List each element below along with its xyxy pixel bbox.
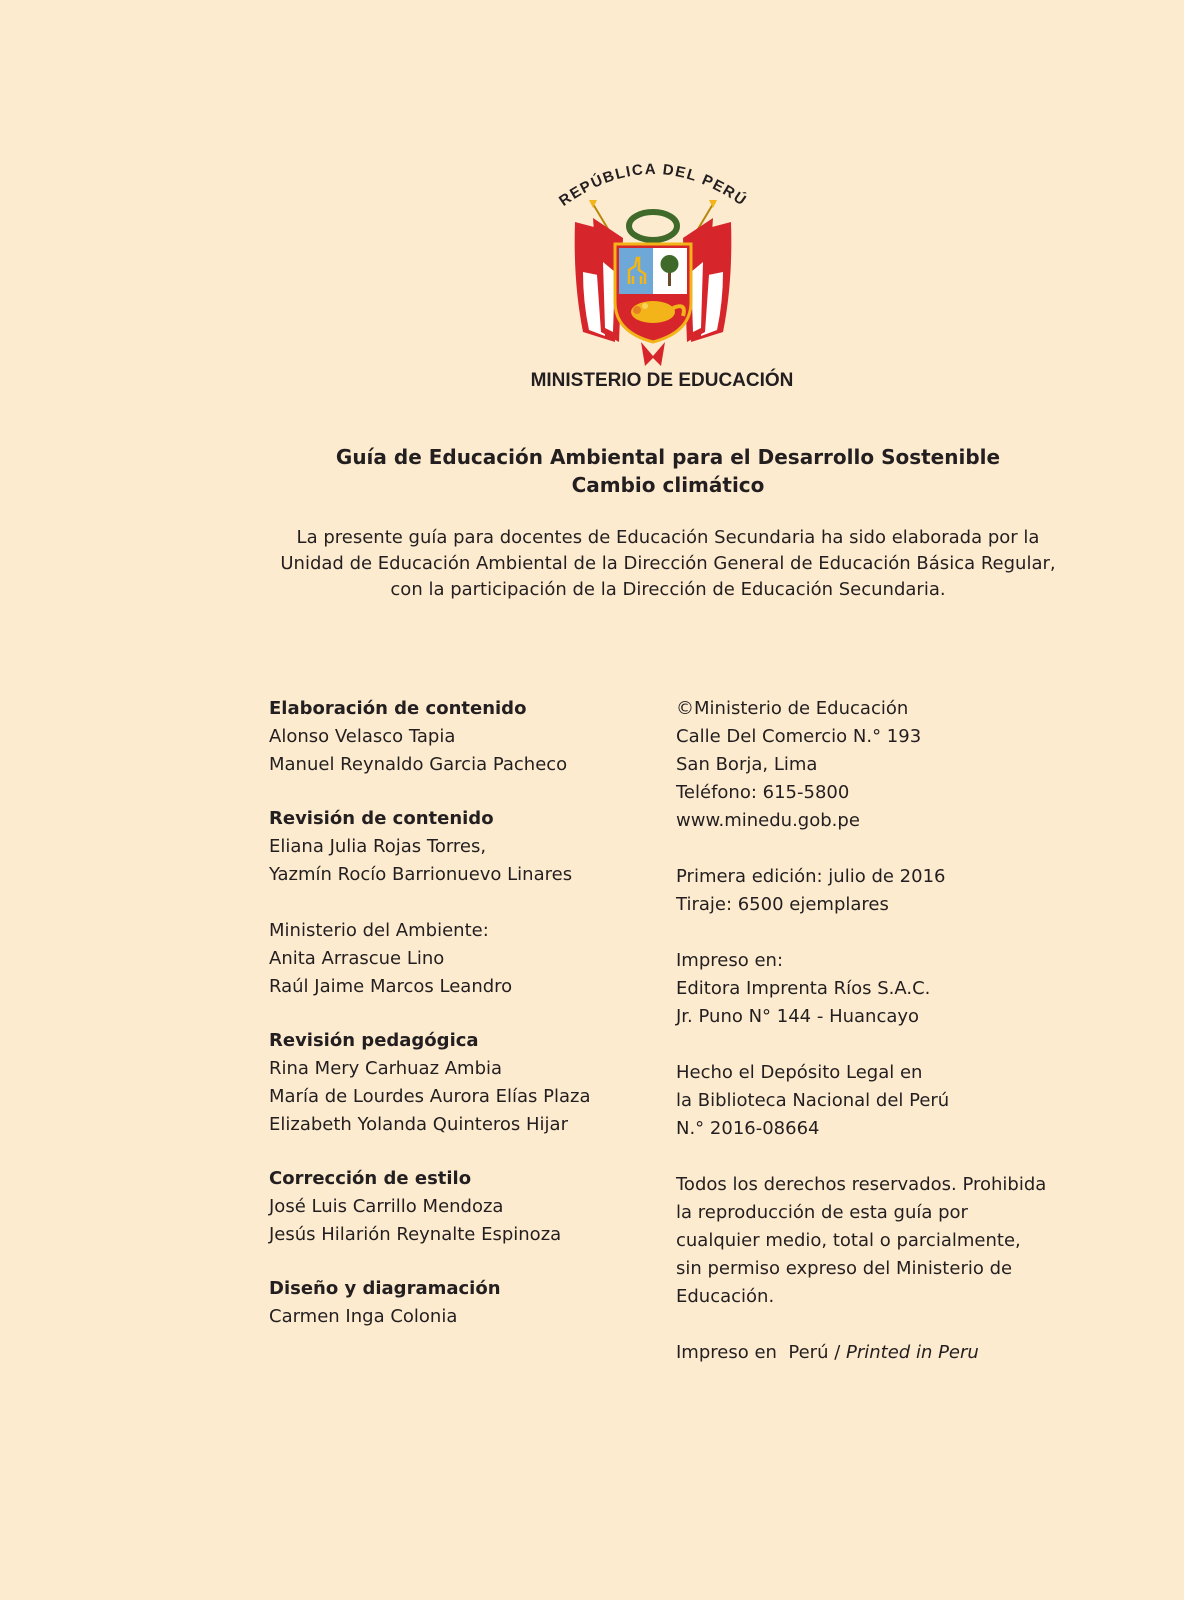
credit-name: Elizabeth Yolanda Quinteros Hijar	[269, 1114, 568, 1135]
publisher-column	[676, 695, 1056, 1367]
printed-in-line	[676, 1339, 1056, 1367]
title-line-1: Guía de Educación Ambiental para el Desarrollo Sostenible	[335, 445, 1001, 469]
ministry-heading-row	[0, 370, 1184, 394]
printer-line: Impreso en:	[676, 950, 784, 971]
credit-name: Eliana Julia Rojas Torres,	[269, 836, 487, 857]
credit-name: Yazmín Rocío Barrionuevo Linares	[269, 864, 573, 885]
printed-in-en: Printed in Peru	[846, 1342, 979, 1363]
printed-in-es: Impreso en Perú /	[676, 1342, 846, 1363]
credit-heading: Revisión pedagógica	[269, 1030, 479, 1051]
peru-coat-of-arms-icon	[553, 152, 753, 374]
edition-line: Tiraje: 6500 ejemplares	[676, 894, 889, 915]
legal-line: N.° 2016-08664	[676, 1118, 820, 1139]
credit-name: María de Lourdes Aurora Elías Plaza	[269, 1086, 591, 1107]
credit-heading: Revisión de contenido	[269, 808, 494, 829]
rights-line: sin permiso expreso del Ministerio de	[676, 1258, 1013, 1279]
credit-name: Jesús Hilarión Reynalte Espinoza	[269, 1224, 562, 1245]
ministry-name: MINISTERIO DE EDUCACIÓN	[530, 370, 794, 391]
title-line-2: Cambio climático	[571, 473, 765, 497]
rights-line: cualquier medio, total o parcialmente,	[676, 1230, 1021, 1251]
intro-line-2: Unidad de Educación Ambiental de la Dirección General de Educación Básica Regular,	[280, 553, 1056, 574]
printer-line: Editora Imprenta Ríos S.A.C.	[676, 978, 931, 999]
printer-line: Jr. Puno N° 144 - Huancayo	[676, 1006, 920, 1027]
document-title	[0, 443, 1184, 499]
credit-name: Alonso Velasco Tapia	[269, 726, 456, 747]
credit-name: Anita Arrascue Lino	[269, 948, 445, 969]
credit-name: Raúl Jaime Marcos Leandro	[269, 976, 513, 997]
credit-name: Carmen Inga Colonia	[269, 1306, 458, 1327]
publisher-website: www.minedu.gob.pe	[676, 810, 860, 831]
credit-label: Ministerio del Ambiente:	[269, 920, 489, 941]
intro-line-1: La presente guía para docentes de Educación Secundaria ha sido elaborada por la	[296, 527, 1040, 548]
legal-line: Hecho el Depósito Legal en	[676, 1062, 923, 1083]
legal-line: la Biblioteca Nacional del Perú	[676, 1090, 950, 1111]
publisher-line: San Borja, Lima	[676, 754, 818, 775]
credit-heading: Elaboración de contenido	[269, 698, 527, 719]
publisher-line: Calle Del Comercio N.° 193	[676, 726, 922, 747]
publisher-line: Teléfono: 615-5800	[676, 782, 850, 803]
svg-text:REPÚBLICA DEL PERÚ: REPÚBLICA DEL PERÚ	[556, 160, 750, 210]
credits-column	[269, 695, 629, 1331]
rights-line: Educación.	[676, 1286, 775, 1307]
publisher-line: ©Ministerio de Educación	[676, 698, 909, 719]
credit-name: José Luis Carrillo Mendoza	[269, 1196, 504, 1217]
rights-line: Todos los derechos reservados. Prohibida	[676, 1174, 1047, 1195]
intro-line-3: con la participación de la Dirección de Educación Secundaria.	[390, 579, 946, 600]
edition-line: Primera edición: julio de 2016	[676, 866, 946, 887]
rights-line: la reproducción de esta guía por	[676, 1202, 968, 1223]
credit-name: Rina Mery Carhuaz Ambia	[269, 1058, 503, 1079]
credit-heading: Diseño y diagramación	[269, 1278, 501, 1299]
intro-paragraph	[0, 525, 1184, 603]
credit-heading: Corrección de estilo	[269, 1168, 472, 1189]
credit-name: Manuel Reynaldo Garcia Pacheco	[269, 754, 568, 775]
